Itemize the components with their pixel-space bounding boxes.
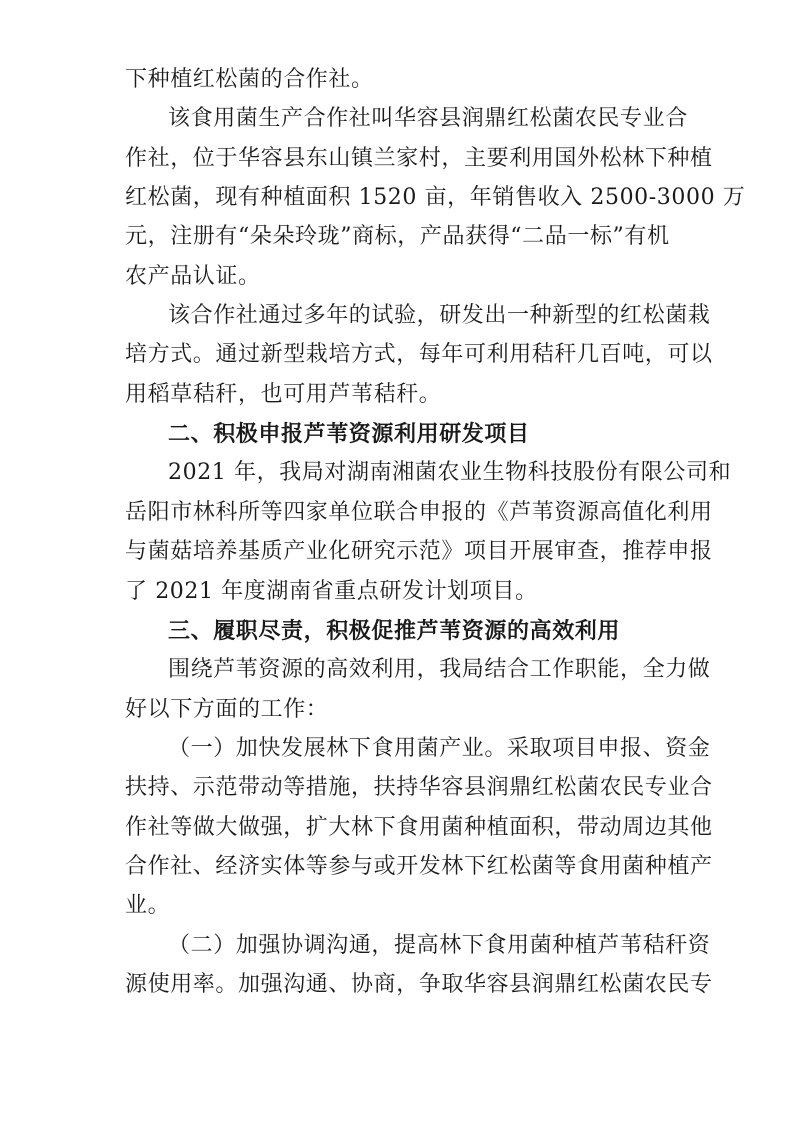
section-heading: 三、履职尽责，积极促推芦苇资源的高效利用 [168,618,621,644]
text-line: 业。 [125,893,171,918]
text-line: （一）加快发展林下食用菌产业。采取项目申报、资金 [168,736,711,761]
section-heading: 二、积极申报芦苇资源利用研发项目 [168,421,530,447]
text-line: 农产品认证。 [125,264,261,289]
text-line: 元，注册有“朵朵玲珑”商标，产品获得“二品一标”有机 [125,224,670,249]
text-line: 围绕芦苇资源的高效利用，我局结合工作职能，全力做 [168,657,711,682]
text-line: 2021 年，我局对湖南湘菌农业生物科技股份有限公司和 [168,460,732,485]
text-line: 岳阳市林科所等四家单位联合申报的《芦苇资源高值化利用 [125,500,713,525]
text-line: （二）加强协调沟通，提高林下食用菌种植芦苇秸秆资 [168,933,711,958]
text-line: 培方式。通过新型栽培方式，每年可利用秸秆几百吨，可以 [125,342,713,367]
text-line: 下种植红松菌的合作社。 [125,67,374,92]
text-line: 用稻草秸秆，也可用芦苇秸秆。 [125,382,442,407]
text-line: 作社等做大做强，扩大林下食用菌种植面积，带动周边其他 [125,815,713,840]
text-line: 扶持、示范带动等措施，扶持华容县润鼎红松菌农民专业合 [125,775,713,800]
text-line: 该合作社通过多年的试验，研发出一种新型的红松菌栽 [168,303,711,328]
text-line: 与菌菇培养基质产业化研究示范》项目开展审查，推荐申报 [125,539,713,564]
text-line: 该食用菌生产合作社叫华容县润鼎红松菌农民专业合 [168,106,688,131]
text-line: 作社，位于华容县东山镇兰家村，主要利用国外松林下种植 [125,146,713,171]
text-line: 了 2021 年度湖南省重点研发计划项目。 [125,579,538,604]
text-line: 源使用率。加强沟通、协商，争取华容县润鼎红松菌农民专 [125,972,713,997]
text-line: 合作社、经济实体等参与或开发林下红松菌等食用菌种植产 [125,854,713,879]
text-line: 红松菌，现有种植面积 1520 亩，年销售收入 2500-3000 万 [125,185,746,210]
text-line: 好以下方面的工作： [125,697,329,722]
